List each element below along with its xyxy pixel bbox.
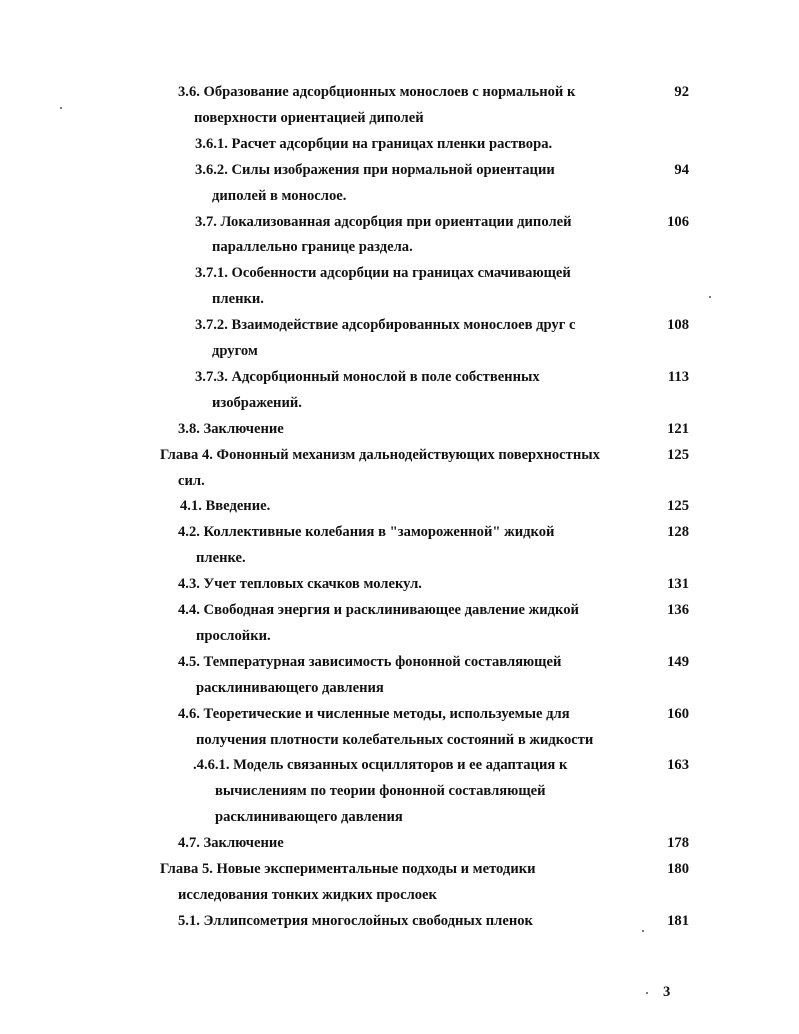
toc-entry-continuation: диполей в монослое. [212, 187, 347, 204]
toc-entry-title: 4.2. Коллективные колебания в "замороженной" жидкой [178, 524, 555, 541]
toc-entry-title: 3.6. Образование адсорбционных монослоев с нормальной к [178, 84, 576, 100]
toc-entry-page: 178 [667, 835, 689, 852]
toc-entry-continuation: пленки. [212, 291, 264, 308]
toc-entry-title: 3.8. Заключение [178, 420, 284, 437]
page-number: 3 [663, 984, 671, 1000]
toc-entry-continuation: расклинивающего давления [196, 679, 384, 696]
toc-entry-continuation: изображений. [212, 394, 302, 411]
toc-entry-title: 4.5. Температурная зависимость фононной составляющей [178, 653, 562, 670]
toc-entry-title: 3.7. Локализованная адсорбция при ориентации диполей [195, 213, 572, 230]
toc-entry-title: 4.3. Учет тепловых скачков молекул. [178, 576, 422, 593]
toc-entry-title: .4.6.1. Модель связанных осцилляторов и ее адаптация к [193, 757, 568, 774]
scan-speck [646, 992, 648, 994]
toc-entry-page: 113 [667, 368, 689, 385]
toc-entry-title: 5.1. Эллипсометрия многослойных свободных пленок [178, 912, 533, 929]
toc-entry-title: 3.6.1. Расчет адсорбции на границах пленки раствора. [195, 135, 553, 152]
toc-entry-page: 125 [667, 446, 689, 463]
toc-entry-page: 181 [667, 912, 689, 929]
toc-entry-title: 3.7.1. Особенности адсорбции на границах смачивающей [195, 265, 571, 282]
toc-entry-page: 136 [667, 602, 689, 618]
toc-entry-title: 3.6.2. Силы изображения при нормальной ориентации [195, 161, 555, 178]
toc-entry-continuation: получения плотности колебательных состояний в жидкости [196, 731, 594, 748]
toc-entry-page: 160 [667, 705, 689, 722]
toc-entry-continuation: расклинивающего давления [215, 809, 403, 826]
scan-speck [60, 107, 62, 109]
toc-entry-continuation: поверхности ориентацией диполей [194, 109, 424, 126]
toc-entry-page: 180 [667, 861, 689, 877]
toc-entry-title: 4.1. Введение. [180, 498, 271, 515]
toc-entry-continuation: вычислениям по теории фононной составляющей [215, 783, 546, 800]
toc-entry-continuation: сил. [178, 472, 205, 489]
toc-entry-page: 108 [667, 317, 689, 334]
toc-entry-continuation: исследования тонких жидких прослоек [178, 886, 437, 903]
toc-entry-page: 149 [667, 653, 689, 670]
toc-entry-title: 3.7.3. Адсорбционный монослой в поле собственных [195, 368, 540, 385]
toc-entry-page: 121 [667, 420, 689, 437]
toc-entry-page: 125 [667, 498, 689, 515]
toc-entry-page: 131 [667, 576, 689, 593]
toc-entry-continuation: пленке. [196, 550, 246, 567]
toc-entry-title: 4.4. Свободная энергия и расклинивающее давление жидкой [178, 602, 579, 618]
toc-entry-page: 106 [667, 213, 689, 230]
scan-speck [709, 296, 711, 298]
toc-entry-title: 4.6. Теоретические и численные методы, используемые для [178, 705, 570, 722]
toc-entry-page: 94 [674, 161, 689, 178]
toc-entry-title: Глава 5. Новые экспериментальные подходы и методики [160, 861, 536, 877]
toc-entry-title: 3.7.2. Взаимодействие адсорбированных монослоев друг с [195, 317, 576, 334]
toc-entry-page: 92 [674, 84, 689, 100]
toc-entry-continuation: другом [212, 343, 258, 359]
toc-entry-title: Глава 4. Фононный механизм дальнодействующих поверхностных [160, 446, 600, 463]
toc-entry-page: 163 [667, 757, 689, 774]
toc-entry-page: 128 [667, 524, 689, 541]
toc-entry-title: 4.7. Заключение [178, 835, 284, 852]
toc-entry-continuation: параллельно границе раздела. [212, 239, 413, 256]
toc-entry-continuation: прослойки. [196, 627, 271, 644]
scan-speck [642, 930, 644, 932]
